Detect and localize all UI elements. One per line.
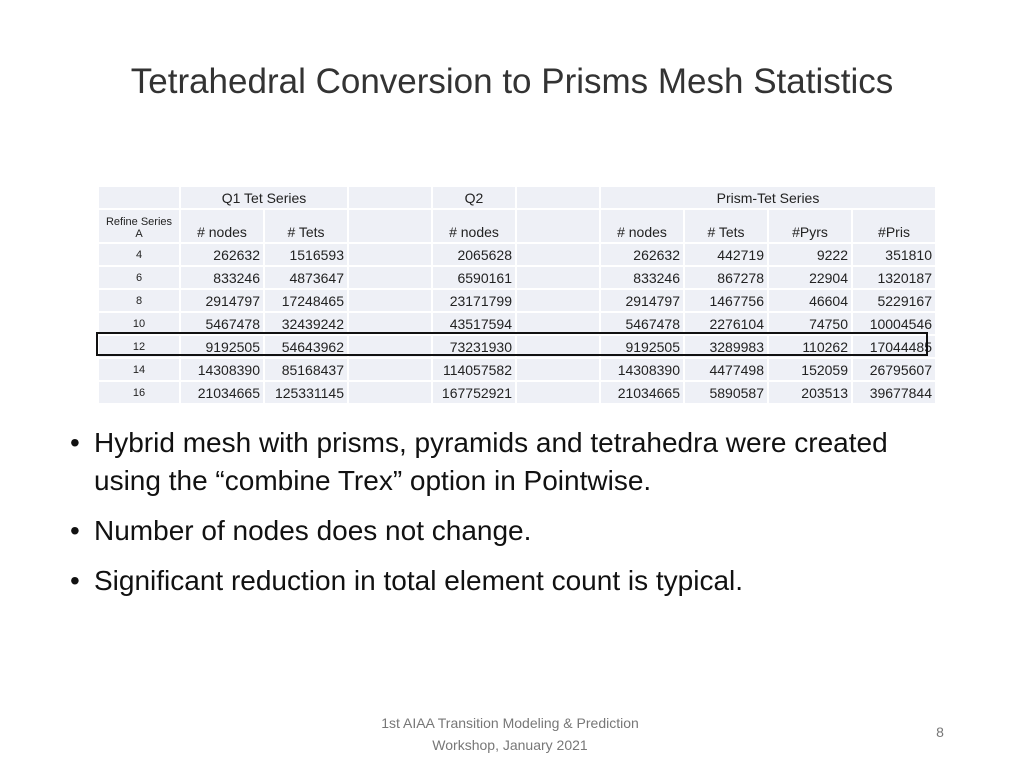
pt-pyrs-cell: 46604	[769, 290, 851, 311]
pt-pyrs-cell: 152059	[769, 359, 851, 380]
spacer-cell	[349, 382, 431, 403]
q1-nodes-cell: 5467478	[181, 313, 263, 334]
q1-nodes-header: # nodes	[181, 210, 263, 242]
pt-pyrs-cell: 203513	[769, 382, 851, 403]
pt-pris-cell: 5229167	[853, 290, 935, 311]
q1-tets-cell: 125331145	[265, 382, 347, 403]
q1-tets-cell: 17248465	[265, 290, 347, 311]
bullet-item: • Hybrid mesh with prisms, pyramids and tetrahedra were created using the “combine Trex” option in Pointwise.	[70, 424, 930, 500]
bullet-item: • Number of nodes does not change.	[70, 512, 930, 550]
refine-cell: 6	[99, 267, 179, 288]
refine-series-header: Refine Series A	[99, 210, 179, 242]
footer-text: 1st AIAA Transition Modeling & Prediction Workshop, January 2021	[381, 715, 639, 753]
bullet-dot: •	[70, 565, 80, 596]
refine-cell: 10	[99, 313, 179, 334]
pt-nodes-header: # nodes	[601, 210, 683, 242]
q1-tets-cell: 1516593	[265, 244, 347, 265]
bullet-dot: •	[70, 427, 80, 458]
pt-tets-cell: 3289983	[685, 336, 767, 357]
pt-pris-cell: 26795607	[853, 359, 935, 380]
q1-nodes-cell: 9192505	[181, 336, 263, 357]
column-header-row	[99, 210, 935, 242]
pt-pris-cell: 351810	[853, 244, 935, 265]
table-row	[99, 359, 935, 380]
pt-tets-cell: 1467756	[685, 290, 767, 311]
pt-pris-header: #Pris	[853, 210, 935, 242]
pt-nodes-cell: 9192505	[601, 336, 683, 357]
q2-nodes-cell: 114057582	[433, 359, 515, 380]
spacer-cell	[349, 267, 431, 288]
q1-tets-cell: 32439242	[265, 313, 347, 334]
q1-tets-header: # Tets	[265, 210, 347, 242]
q1-nodes-cell: 21034665	[181, 382, 263, 403]
q2-nodes-cell: 73231930	[433, 336, 515, 357]
table-row	[99, 267, 935, 288]
spacer-cell	[349, 290, 431, 311]
spacer-cell	[517, 267, 599, 288]
table-row	[99, 244, 935, 265]
bullet-item: • Significant reduction in total element count is typical.	[70, 562, 930, 600]
pt-tets-cell: 5890587	[685, 382, 767, 403]
q1-nodes-cell: 14308390	[181, 359, 263, 380]
pt-nodes-cell: 833246	[601, 267, 683, 288]
q1-nodes-cell: 262632	[181, 244, 263, 265]
q2-nodes-cell: 6590161	[433, 267, 515, 288]
q1-tets-cell: 54643962	[265, 336, 347, 357]
pt-nodes-cell: 21034665	[601, 382, 683, 403]
spacer-cell	[349, 359, 431, 380]
pt-pyrs-cell: 22904	[769, 267, 851, 288]
spacer-cell	[517, 382, 599, 403]
q1-tets-cell: 85168437	[265, 359, 347, 380]
pt-pris-cell: 10004546	[853, 313, 935, 334]
q2-nodes-header: # nodes	[433, 210, 515, 242]
page-number: 8	[936, 724, 944, 740]
pt-pris-cell: 39677844	[853, 382, 935, 403]
spacer-cell	[517, 336, 599, 357]
pt-tets-cell: 4477498	[685, 359, 767, 380]
spacer-cell	[517, 359, 599, 380]
pt-nodes-cell: 14308390	[601, 359, 683, 380]
table-row	[99, 382, 935, 403]
refine-cell: 16	[99, 382, 179, 403]
pt-tets-header: # Tets	[685, 210, 767, 242]
pt-pyrs-header: #Pyrs	[769, 210, 851, 242]
pt-nodes-cell: 5467478	[601, 313, 683, 334]
pt-tets-cell: 442719	[685, 244, 767, 265]
table-row	[99, 290, 935, 311]
prism-tet-series-header: Prism-Tet Series	[601, 187, 935, 208]
pt-tets-cell: 867278	[685, 267, 767, 288]
refine-cell: 14	[99, 359, 179, 380]
bullet-dot: •	[70, 515, 80, 546]
slide-title: Tetrahedral Conversion to Prisms Mesh Statistics	[130, 62, 894, 101]
refine-cell: 12	[99, 336, 179, 357]
q1-nodes-cell: 2914797	[181, 290, 263, 311]
table-row	[99, 313, 935, 334]
pt-nodes-cell: 262632	[601, 244, 683, 265]
table-row	[99, 336, 935, 357]
q2-nodes-cell: 167752921	[433, 382, 515, 403]
pt-pyrs-cell: 110262	[769, 336, 851, 357]
pt-pyrs-cell: 74750	[769, 313, 851, 334]
group-header-row	[99, 187, 935, 208]
refine-cell: 8	[99, 290, 179, 311]
q2-header: Q2	[433, 187, 515, 208]
q1-tet-series-header: Q1 Tet Series	[181, 187, 347, 208]
mesh-statistics-table	[97, 185, 937, 405]
q2-nodes-cell: 2065628	[433, 244, 515, 265]
spacer-cell	[517, 313, 599, 334]
pt-nodes-cell: 2914797	[601, 290, 683, 311]
q1-nodes-cell: 833246	[181, 267, 263, 288]
refine-cell: 4	[99, 244, 179, 265]
spacer-cell	[349, 244, 431, 265]
pt-tets-cell: 2276104	[685, 313, 767, 334]
pt-pris-cell: 17044485	[853, 336, 935, 357]
q1-tets-cell: 4873647	[265, 267, 347, 288]
q2-nodes-cell: 23171799	[433, 290, 515, 311]
pt-pris-cell: 1320187	[853, 267, 935, 288]
spacer-cell	[517, 244, 599, 265]
pt-pyrs-cell: 9222	[769, 244, 851, 265]
spacer-cell	[517, 290, 599, 311]
bullet-list	[70, 424, 930, 612]
spacer-cell	[349, 336, 431, 357]
q2-nodes-cell: 43517594	[433, 313, 515, 334]
spacer-cell	[349, 313, 431, 334]
